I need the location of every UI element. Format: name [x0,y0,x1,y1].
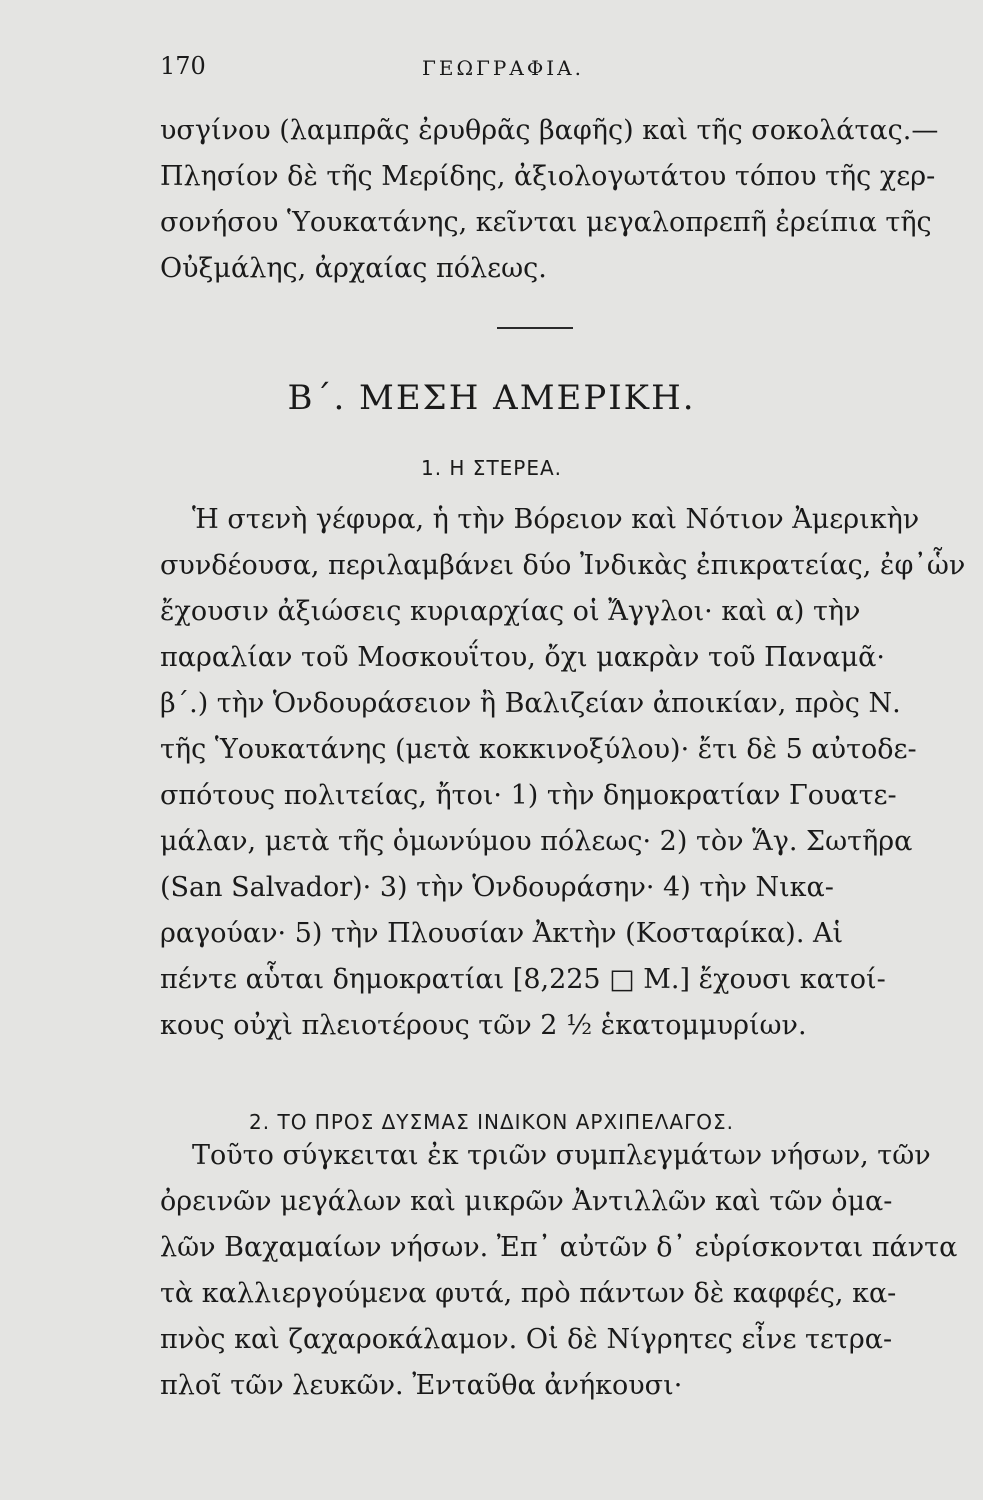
subsection-2-heading: 2. ΤΟ ΠΡΟΣ ΔΥΣΜΑΣ ΙΝΔΙΚΟΝ ΑΡΧΙΠΕΛΑΓΟΣ. [249,1110,734,1134]
text-line: τὰ καλλιεργούμενα φυτά, πρὸ πάντων δὲ καφφές, κα- [160,1278,897,1309]
text-line: κους οὐχὶ πλειοτέρους τῶν 2 ½ ἑκατομμυρίων. [160,1010,807,1041]
text-line: τῆς Ὑουκατάνης (μετὰ κοκκινοξύλου)· ἔτι δὲ 5 αὐτοδε- [160,734,917,765]
text-line: Τοῦτο σύγκειται ἐκ τριῶν συμπλεγμάτων νήσων, τῶν [192,1140,931,1171]
text-line: πλοῖ τῶν λευκῶν. Ἐνταῦθα ἀνήκουσι· [160,1370,683,1401]
text-line: ὀρεινῶν μεγάλων καὶ μικρῶν Ἀντιλλῶν καὶ τῶν ὁμα- [160,1186,893,1217]
divider-rule [497,327,573,329]
section-title: Β΄. ΜΕΣΗ ΑΜΕΡΙΚΗ. [287,378,696,418]
text-line: ἔχουσιν ἀξιώσεις κυριαρχίας οἱ Ἄγγλοι· καὶ α) τὴν [160,596,861,627]
text-line: πέντε αὗται δημοκρατίαι [8,225 □ Μ.] ἔχουσι κατοί- [160,964,886,995]
text-line: παραλίαν τοῦ Μοσκουΐτου, ὄχι μακρὰν τοῦ Παναμᾶ· [160,642,885,673]
text-line: μάλαν, μετὰ τῆς ὁμωνύμου πόλεως· 2) τὸν Ἅγ. Σωτῆρα [160,826,913,857]
page-header [160,52,820,82]
text-line: (San Salvador)· 3) τὴν Ὁνδουράσην· 4) τὴν Νικα- [160,872,834,903]
text-line: Πλησίον δὲ τῆς Μερίδης, ἀξιολογωτάτου τόπου τῆς χερ- [160,161,936,192]
text-line: συνδέουσα, περιλαμβάνει δύο Ἰνδικὰς ἐπικρατείας, ἐφ᾽ὧν [160,550,966,581]
text-line: Ἡ στενὴ γέφυρα, ἡ τὴν Βόρειον καὶ Νότιον Ἀμερικὴν [192,504,920,535]
subsection-2-paragraph [160,1133,958,1409]
page-number: 170 [160,52,206,80]
text-line: ραγούαν· 5) τὴν Πλουσίαν Ἀκτὴν (Κοσταρίκα). Αἱ [160,918,844,949]
subsection-1-heading: 1. Η ΣΤΕΡΕΑ. [420,456,563,480]
text-line: β΄.) τὴν Ὁνδουράσειον ἢ Βαλιζείαν ἀποικίαν, πρὸς Ν. [160,688,901,719]
text-line: πνὸς καὶ ζαχαροκάλαμον. Οἱ δὲ Νίγρητες εἶνε τετρα- [160,1324,893,1355]
subsection-1-paragraph [160,497,966,1049]
text-line: σπότους πολιτείας, ἤτοι· 1) τὴν δημοκρατίαν Γουατε- [160,780,897,811]
intro-paragraph [160,108,939,292]
text-line: Οὐξμάλης, ἀρχαίας πόλεως. [160,253,547,284]
running-title: ΓΕΩΓΡΑΦΙΑ. [422,56,584,80]
text-line: υσγίνου (λαμπρᾶς ἐρυθρᾶς βαφῆς) καὶ τῆς σοκολάτας.— [160,115,939,146]
text-line: σονήσου Ὑουκατάνης, κεῖνται μεγαλοπρεπῆ ἐρείπια τῆς [160,207,932,238]
text-line: λῶν Βαχαμαίων νήσων. Ἐπ᾽ αὐτῶν δ᾽ εὑρίσκονται πάντα [160,1232,958,1263]
